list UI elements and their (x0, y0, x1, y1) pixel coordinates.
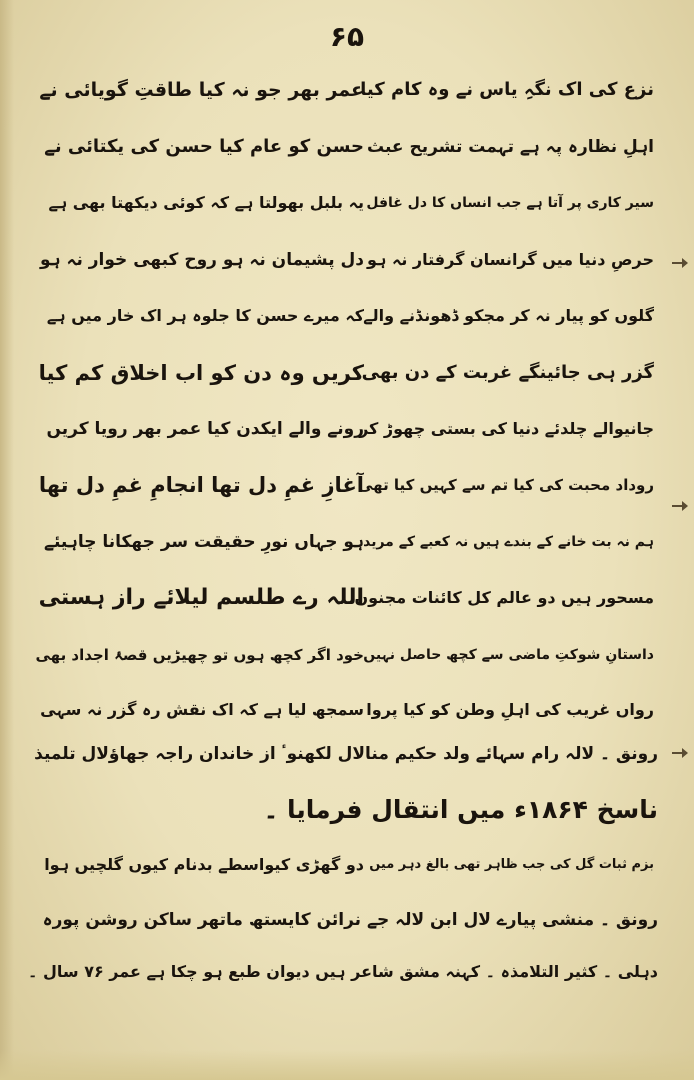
couplet-13-right: بزم ثبات گل کی جب ظاہر تھی بالغ دہر میں (369, 857, 654, 872)
prose-line-4: دہلی ۔ کثیر التلامذہ ۔ کہنہ مشق شاعر ہیں دیوان طبع ہو چکا ہے عمر ۷۶ سال ۔ (28, 962, 658, 981)
couplet-10-left: اللہ رے طلسم لیلائے راز ہستی (38, 585, 364, 610)
couplet-6-left: کریں وہ دن کو اب اخلاق کم کیا (38, 361, 364, 385)
couplet-3-left: یہ بلبل بھولتا ہے کہ کوئی دیکھتا بھی ہے (48, 193, 364, 212)
couplet-7-right: جانیوالے چلدئے دنیا کی بستی چھوڑ کر (359, 419, 654, 438)
couplet-4-left: دل پشیمان نہ ہو روح کبھی خوار نہ ہو (39, 250, 364, 270)
margin-mark (672, 505, 686, 507)
couplet-7-left: رونے والے ایکدن کیا عمر بھر رویا کریں (46, 419, 364, 439)
couplet-2-left: حسن کو عام کیا حسن کی یکتائی نے (44, 136, 364, 157)
page-number: ۶۵ (329, 20, 365, 53)
couplet-9-right: ہم نہ بت خانے کے بندے ہیں نہ کعبے کے مرید (363, 534, 654, 550)
couplet-11-left: خود اگر کچھ ہوں تو چھیڑیں قصۂ اجداد بھی (35, 646, 364, 664)
couplet-1-right: نزع کی اک نگہِ یاس نے وہ کام کیا (360, 79, 654, 100)
margin-mark (672, 752, 686, 754)
couplet-11-right: داستانِ شوکتِ ماضی سے کچھ حاصل نہیں (363, 647, 654, 663)
couplet-6-right: گزر ہی جائینگے غربت کے دن بھی (361, 362, 654, 383)
margin-mark (672, 262, 686, 264)
couplet-4-right: حرصِ دنیا میں گرانسان گرفتار نہ ہو (367, 250, 654, 269)
couplet-5-right: گلوں کو پیار نہ کر مجکو ڈھونڈنے والے (363, 306, 654, 325)
couplet-13-left: دو گھڑی کیواسطے بدنام کیوں گلچیں ہوا (44, 855, 364, 874)
couplet-12-left: سمجھ لیا ہے کہ اک نقش رہ گزر نہ سہی (40, 700, 364, 719)
couplet-3-right: سیر کاری پر آتا ہے جب انساں کا دل غافل (366, 195, 654, 211)
couplet-2-right: اہلِ نظارہ پہ ہے تہمت تشریح عبث (367, 137, 654, 157)
couplet-9-left: ہو جہاں نورِ حقیقت سر جھکانا چاہیئے (44, 532, 364, 552)
page-edge-shadow-left (0, 0, 14, 1080)
prose-line-2: ناسخ ۱۸۶۴ء میں انتقال فرمایا ۔ (263, 795, 658, 824)
prose-line-3: رونق ۔ منشی پیارے لال ابن لالہ جے نرائن کایستھ ماتھر ساکن روشن پورہ (42, 910, 658, 930)
couplet-10-right: مسحور ہیں دو عالم کل کائنات مجنوں (354, 588, 654, 607)
couplet-1-left: عمر بھر جو نہ کیا طاقتِ گویائی نے (39, 79, 364, 101)
page-edge-shadow-bottom (0, 1050, 694, 1080)
prose-line-1: رونق ۔ لالہ رام سہائے ولد حکیم منالال لکھنوٴ از خاندان راجہ جھاؤلال تلمیذ (34, 744, 658, 764)
couplet-8-right: روداد محبت کی کیا تم سے کہیں کیا تھی (357, 476, 654, 494)
couplet-8-left: آغازِ غمِ دل تھا انجامِ غمِ دل تھا (38, 473, 364, 497)
couplet-5-left: کہ میرے حسن کا جلوہ ہر اک خار میں ہے (46, 306, 364, 325)
couplet-12-right: رواں غریب کی اہلِ وطن کو کیا پروا (366, 700, 654, 719)
